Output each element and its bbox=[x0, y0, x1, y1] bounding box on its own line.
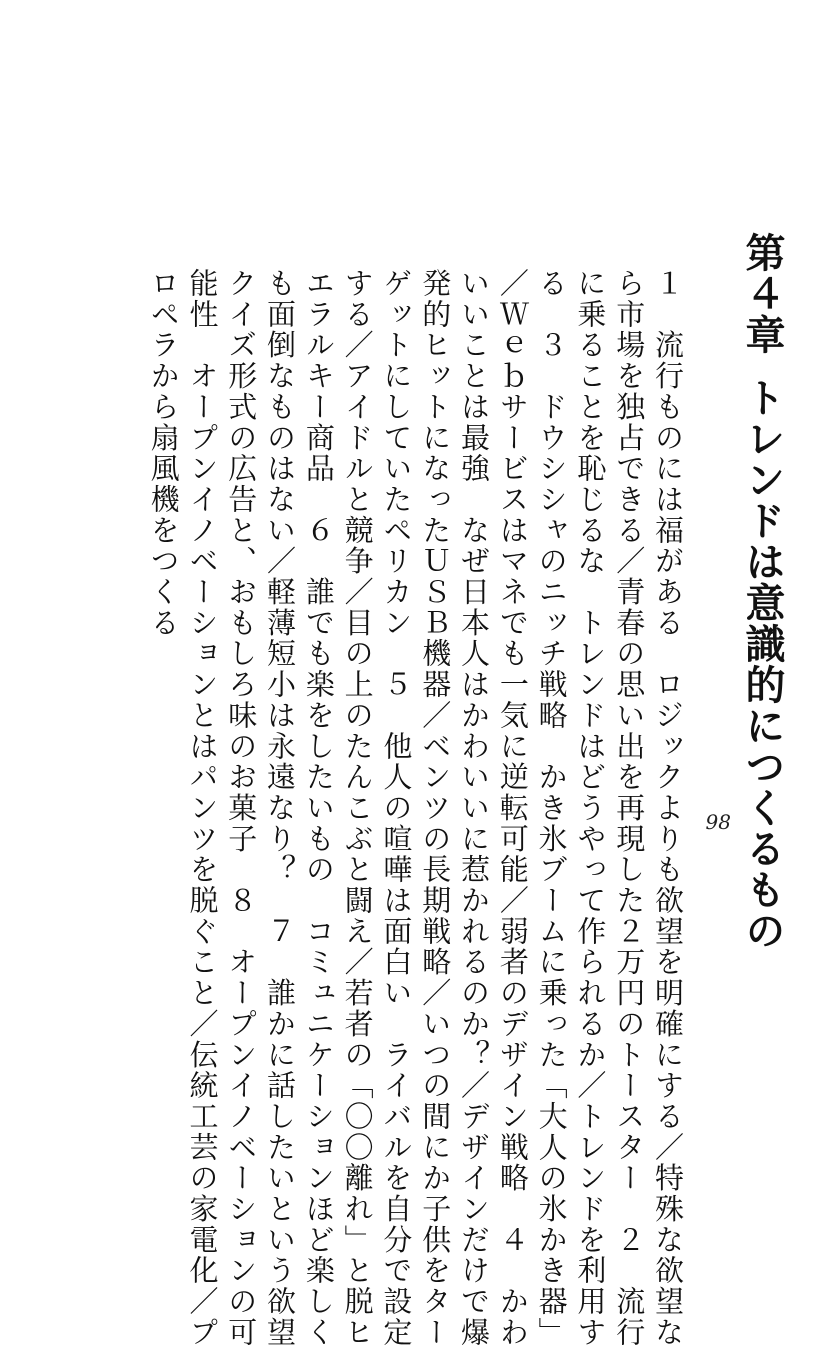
text-line: 能性 オープンイノベーションとはパンツを脱ぐこと／伝統工芸の家電化／プ bbox=[185, 268, 220, 1348]
text-line: いいことは最強 なぜ日本人はかわいいに惹かれるのか？／デザインだけで爆 bbox=[457, 268, 492, 1348]
text-line: ロペラから扇風機をつくる bbox=[146, 268, 181, 639]
text-line: ゲットにしていたペリカン ５ 他人の喧嘩は面白い ライバルを自分で設定 bbox=[379, 268, 414, 1348]
text-line: に乗ることを恥じるな トレンドはどうやって作られるか／トレンドを利用す bbox=[573, 268, 608, 1348]
chapter-heading bbox=[727, 232, 797, 951]
text-line: する／アイドルと競争／目の上のたんこぶと闘え／若者の「〇〇離れ」と脱ヒ bbox=[340, 268, 375, 1348]
text-line: ら市場を独占できる／青春の思い出を再現した２万円のトースター ２ 流行 bbox=[612, 268, 647, 1348]
text-line: も面倒なものはない／軽薄短小は永遠なり？ ７ 誰かに話したいという欲望 bbox=[263, 268, 298, 1348]
chapter-number: 第４章 bbox=[739, 232, 785, 355]
chapter-title: トレンドは意識的につくるもの bbox=[739, 377, 785, 951]
text-line: クイズ形式の広告と、おもしろ味のお菓子 ８ オープンイノベーションの可 bbox=[224, 268, 259, 1348]
chapter-contents-text bbox=[127, 268, 687, 1348]
text-line: エラルキー商品 ６ 誰でも楽をしたいもの コミュニケーションほど楽しく bbox=[301, 268, 336, 1348]
page-number: 98 bbox=[705, 810, 731, 834]
text-line: 発的ヒットになったＵＳＢ機器／ベンツの長期戦略／いつの間にか子供をター bbox=[418, 268, 453, 1348]
text-line: １ 流行ものには福がある ロジックよりも欲望を明確にする／特殊な欲望な bbox=[651, 268, 685, 1348]
text-line: る ３ ドウシシャのニッチ戦略 かき氷ブームに乗った「大人の氷かき器」 bbox=[534, 268, 569, 1348]
text-line: ／Ｗｅｂサービスはマネでも一気に逆転可能／弱者のデザイン戦略 ４ かわ bbox=[495, 268, 530, 1348]
